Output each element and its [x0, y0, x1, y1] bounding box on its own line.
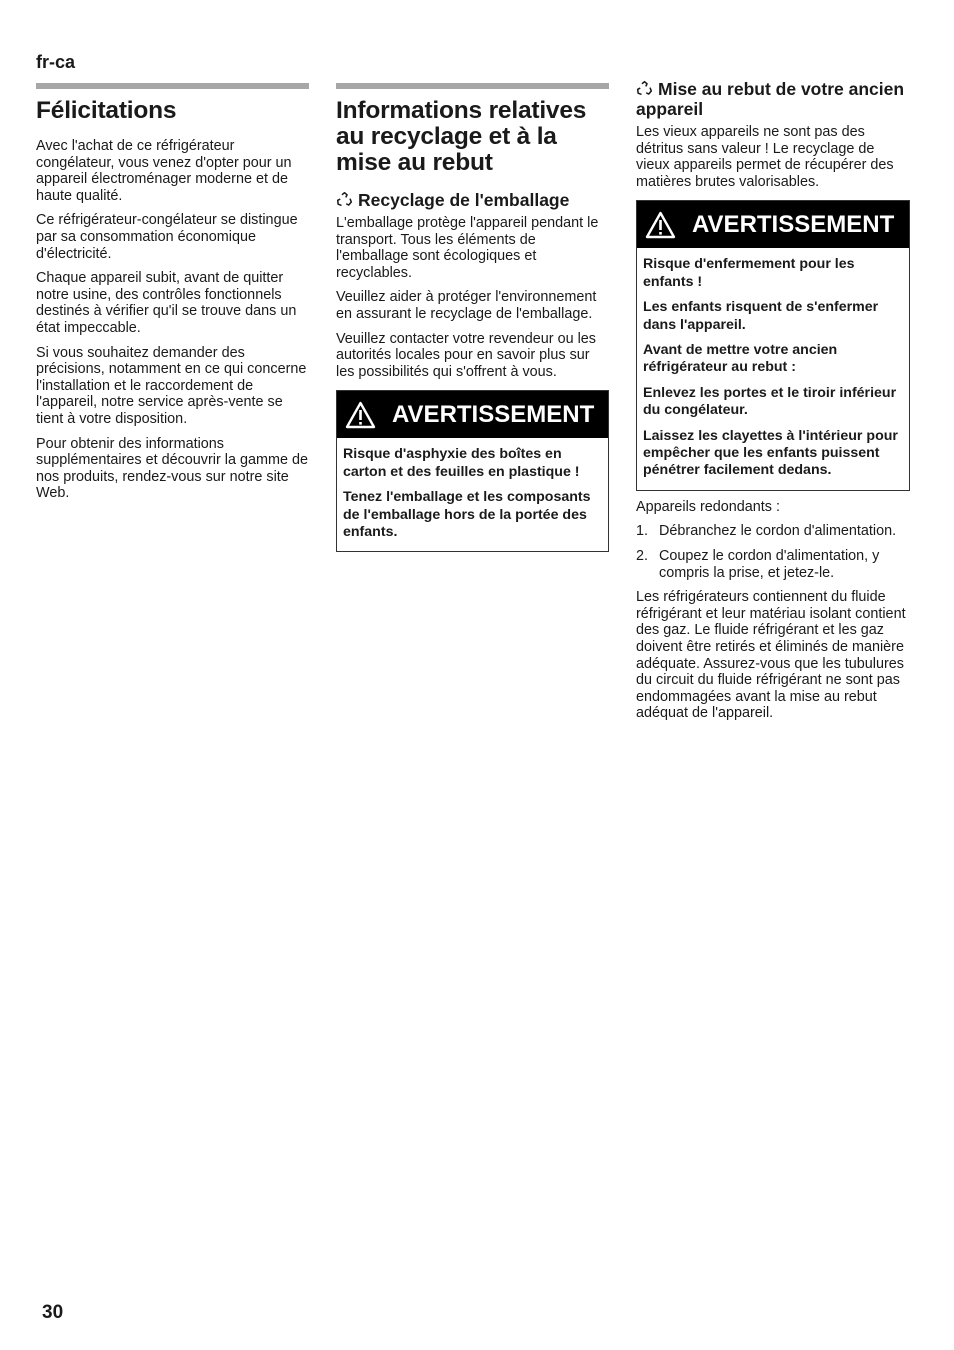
warning-text: Avant de mettre votre ancien réfrigérateur au rebut :: [643, 342, 838, 376]
subheading: [636, 79, 910, 119]
paragraph: Pour obtenir des informations supplémentaires et découvrir la gamme de nos produits, rendez-vous sur notre site Web.: [36, 435, 308, 502]
language-code: fr-ca: [36, 52, 76, 72]
list-intro: Appareils redondants :: [636, 498, 780, 515]
column-disposal: [636, 79, 910, 730]
warning-header: [337, 391, 608, 438]
section-title: Félicitations: [36, 97, 177, 124]
paragraph: Si vous souhaitez demander des précisions, notamment en ce qui concerne l'installation et le raccordement de l'appareil, notre service après-vente se tient à votre disposition.: [36, 344, 307, 427]
column-recycling: [336, 83, 609, 552]
warning-text: Risque d'enfermement pour les enfants !: [643, 256, 855, 290]
paragraph: Avec l'achat de ce réfrigérateur congélateur, vous venez d'opter pour un appareil électroménager moderne et de haute qualité.: [36, 138, 292, 204]
paragraph: Ce réfrigérateur-congélateur se distingue par sa consommation économique d'électricité.: [36, 212, 298, 262]
steps-list: [636, 523, 910, 581]
column-felicitations: [36, 83, 309, 510]
warning-body: [637, 248, 909, 489]
subheading-text: Recyclage de l'emballage: [358, 190, 570, 210]
list-item: [636, 523, 910, 540]
paragraph: Chaque appareil subit, avant de quitter notre usine, des contrôles fonctionnels destinés à vérifier qu'il se trouve dans un état impeccable.: [36, 270, 297, 336]
warning-text: Laissez les clayettes à l'intérieur pour empêcher que les enfants puissent pénétrer facilement dedans.: [643, 427, 898, 479]
warning-body: [337, 438, 608, 551]
step-text: Débranchez le cordon d'alimentation.: [659, 523, 897, 540]
warning-text: Tenez l'emballage et les composants de l'emballage hors de la portée des enfants.: [343, 489, 591, 540]
step-number: 1.: [636, 523, 649, 540]
page-number: 30: [42, 1302, 64, 1323]
paragraph: Les réfrigérateurs contiennent du fluide réfrigérant et leur matériau isolant contient des gaz. Le fluide réfrigérant et les gaz doivent être retirés et éliminés de manière adéquate. Assurez-vous que les tubulures du circuit du fluide réfrigérant ne sont pas endommagées avant la mise au rebut adéquat de l'appareil.: [636, 589, 906, 722]
subheading-text: Mise au rebut de votre ancien appareil: [636, 79, 905, 119]
recycle-icon: [336, 191, 353, 208]
paragraph: L'emballage protège l'appareil pendant le transport. Tous les éléments de l'emballage sont écologiques et recyclables.: [336, 215, 599, 281]
section-rule: [36, 83, 309, 89]
warning-label: AVERTISSEMENT: [392, 400, 595, 428]
warning-label: AVERTISSEMENT: [692, 210, 895, 238]
section-rule: [336, 83, 609, 89]
warning-triangle-icon: [645, 211, 676, 239]
warning-triangle-icon: [345, 401, 376, 429]
recycle-icon: [636, 80, 653, 97]
warning-box: [636, 200, 910, 490]
paragraph: Veuillez aider à protéger l'environnement en assurant le recyclage de l'emballage.: [336, 289, 597, 322]
warning-header: [637, 201, 909, 248]
section-title: Informations relatives au recyclage et à la mise au rebut: [336, 97, 587, 176]
step-number: 2.: [636, 548, 649, 565]
warning-text: Enlevez les portes et le tiroir inférieur du congélateur.: [643, 384, 897, 419]
list-item: [636, 548, 910, 581]
warning-text: Les enfants risquent de s'enfermer dans l'appareil.: [643, 299, 879, 333]
subheading: [336, 190, 609, 210]
warning-box: [336, 390, 609, 552]
warning-text: Risque d'asphyxie des boîtes en carton et des feuilles en plastique !: [343, 446, 580, 480]
paragraph: Les vieux appareils ne sont pas des détritus sans valeur ! Le recyclage de vieux appareils permet de récupérer des matières brutes valorisables.: [636, 124, 894, 190]
step-text: Coupez le cordon d'alimentation, y compris la prise, et jetez-le.: [659, 548, 880, 581]
paragraph: Veuillez contacter votre revendeur ou les autorités locales pour en savoir plus sur les possibilités qui s'offrent à vous.: [336, 330, 596, 380]
